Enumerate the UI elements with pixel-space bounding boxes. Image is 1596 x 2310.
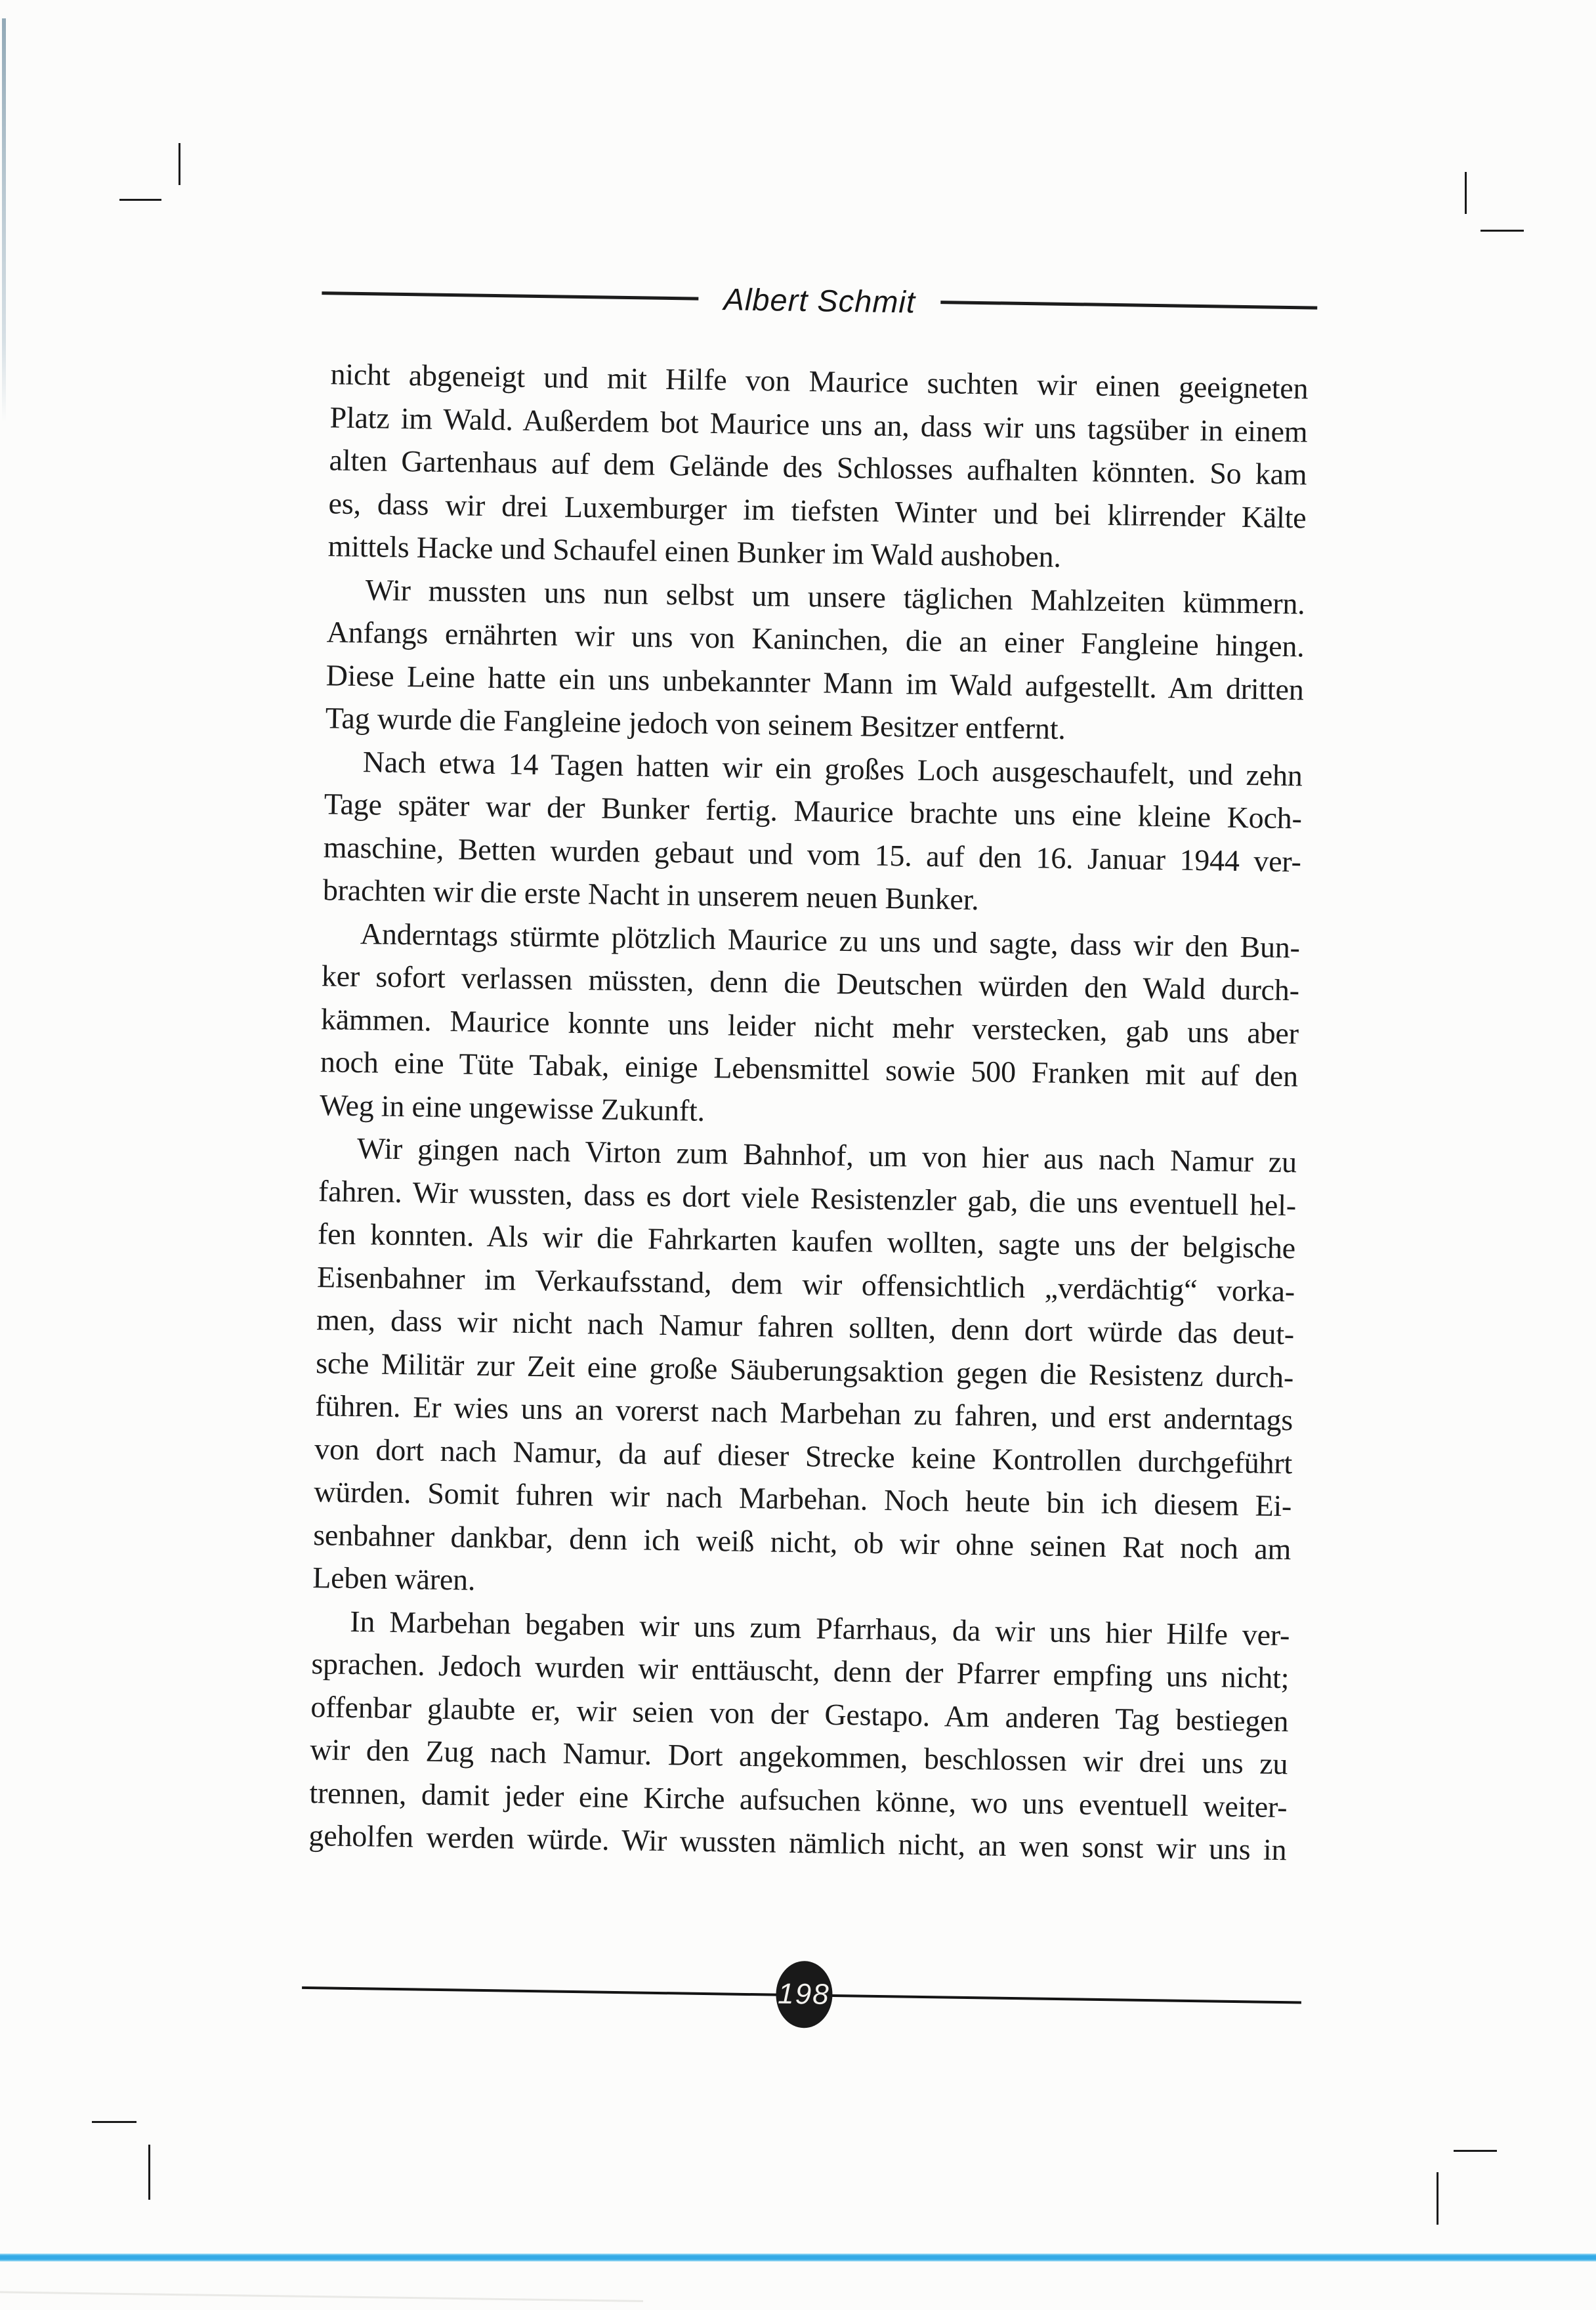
text-line: Platz im Wald. Außerdem bot Maurice uns an, dass wir uns tagsüber in einem [329,400,1308,448]
scan-edge-artifact [2,18,6,422]
text-line: Anderntags stürmte plötzlich Maurice zu uns und sagte, dass wir den Bun- [360,916,1301,964]
page-number: 198 [777,1977,831,2011]
text-line: mittels Hacke und Schaufel einen Bunker im Wald aushoben. [327,529,1062,574]
page-header [322,272,1318,327]
text-line: alten Gartenhaus auf dem Gelände des Schlosses aufhalten könnten. So kam [329,443,1307,492]
page-footer [301,1954,1301,2038]
text-line: Diese Leine hatte ein uns unbekannter Mann im Wald aufgestellt. Am dritten [326,658,1304,706]
text-line: trennen, damit jeder eine Kirche aufsuchen könne, wo uns eventuell weiter- [309,1775,1288,1824]
header-rule-left [322,291,698,301]
text-line: kämmen. Maurice konnte uns leider nicht mehr verstecken, gab uns aber [320,1001,1299,1050]
text-line: Leben wären. [312,1561,476,1597]
text-line: nicht abgeneigt und mit Hilfe von Maurice suchten wir einen geeigneten [330,357,1309,406]
text-line: Tag wurde die Fangleine jedoch von seinem Besitzer entfernt. [325,701,1066,746]
page-number-badge [775,1961,833,2028]
text-line: ker sofort verlassen müssten, denn die Deutschen würden den Wald durch- [321,959,1300,1007]
text-line: von dort nach Namur, da auf dieser Strecke keine Kontrollen durchgeführt [314,1431,1293,1480]
text-line: offenbar glaubte er, wir seien von der Gestapo. Am anderen Tag bestiegen [310,1689,1289,1738]
header-rule-right [940,301,1317,310]
text-line: führen. Er wies uns an vorerst nach Marbehan zu fahren, und erst anderntags [314,1389,1293,1437]
text-line: fahren. Wir wussten, dass es dort viele Resistenzler gab, die uns eventuell hel- [318,1173,1297,1222]
text-line: maschine, Betten wurden gebaut und vom 15. auf den 16. Januar 1944 ver- [323,830,1302,878]
text-line: sche Militär zur Zeit eine große Säuberungsaktion gegen die Resistenz durch- [315,1345,1294,1394]
text-line: es, dass wir drei Luxemburger im tiefsten Winter und bei klirrender Kälte [328,486,1307,534]
text-line: Anfangs ernährten wir uns von Kaninchen, die an einer Fangleine hingen. [326,615,1305,663]
text-line: noch eine Tüte Tabak, einige Lebensmittel sowie 500 Franken mit auf den [320,1045,1299,1093]
text-line: Wir gingen nach Virton zum Bahnhof, um von hier aus nach Namur zu [356,1131,1297,1179]
text-line: geholfen werden würde. Wir wussten nämlich nicht, an wen sonst wir uns in [308,1818,1287,1867]
text-line: wir den Zug nach Namur. Dort angekommen, beschlossen wir drei uns zu [310,1732,1288,1781]
text-line: Wir mussten uns nun selbst um unsere täglichen Mahlzeiten kümmern. [365,572,1305,620]
text-line: sprachen. Jedoch wurden wir enttäuscht, denn der Pfarrer empfing uns nicht; [311,1647,1290,1695]
text-line: In Marbehan begaben wir uns zum Pfarrhaus, da wir uns hier Hilfe ver- [350,1604,1290,1652]
text-line: Tage später war der Bunker fertig. Maurice brachte uns eine kleine Koch- [324,787,1303,835]
scan-stripe-artifact [0,2254,1596,2261]
text-line: fen konnten. Als wir die Fahrkarten kaufen wollten, sagte uns der belgische [317,1217,1296,1265]
author-name: Albert Schmit [723,281,916,320]
text-line: men, dass wir nicht nach Namur fahren sollten, denn dort würde das deut- [316,1303,1295,1351]
text-line: würden. Somit fuhren wir nach Marbehan. Noch heute bin ich diesem Ei- [313,1475,1292,1523]
text-line: brachten wir die erste Nacht in unserem neuen Bunker. [322,873,979,917]
body-text [308,352,1309,1871]
text-line: Eisenbahner im Verkaufsstand, dem wir offensichtlich „verdächtig“ vorka- [316,1259,1295,1308]
text-line: Nach etwa 14 Tagen hatten wir ein großes Loch ausgeschaufelt, und zehn [362,744,1303,792]
text-line: senbahner dankbar, denn ich weiß nicht, ob wir ohne seinen Rat noch am [312,1517,1292,1566]
text-line: Weg in eine ungewisse Zukunft. [319,1087,705,1127]
